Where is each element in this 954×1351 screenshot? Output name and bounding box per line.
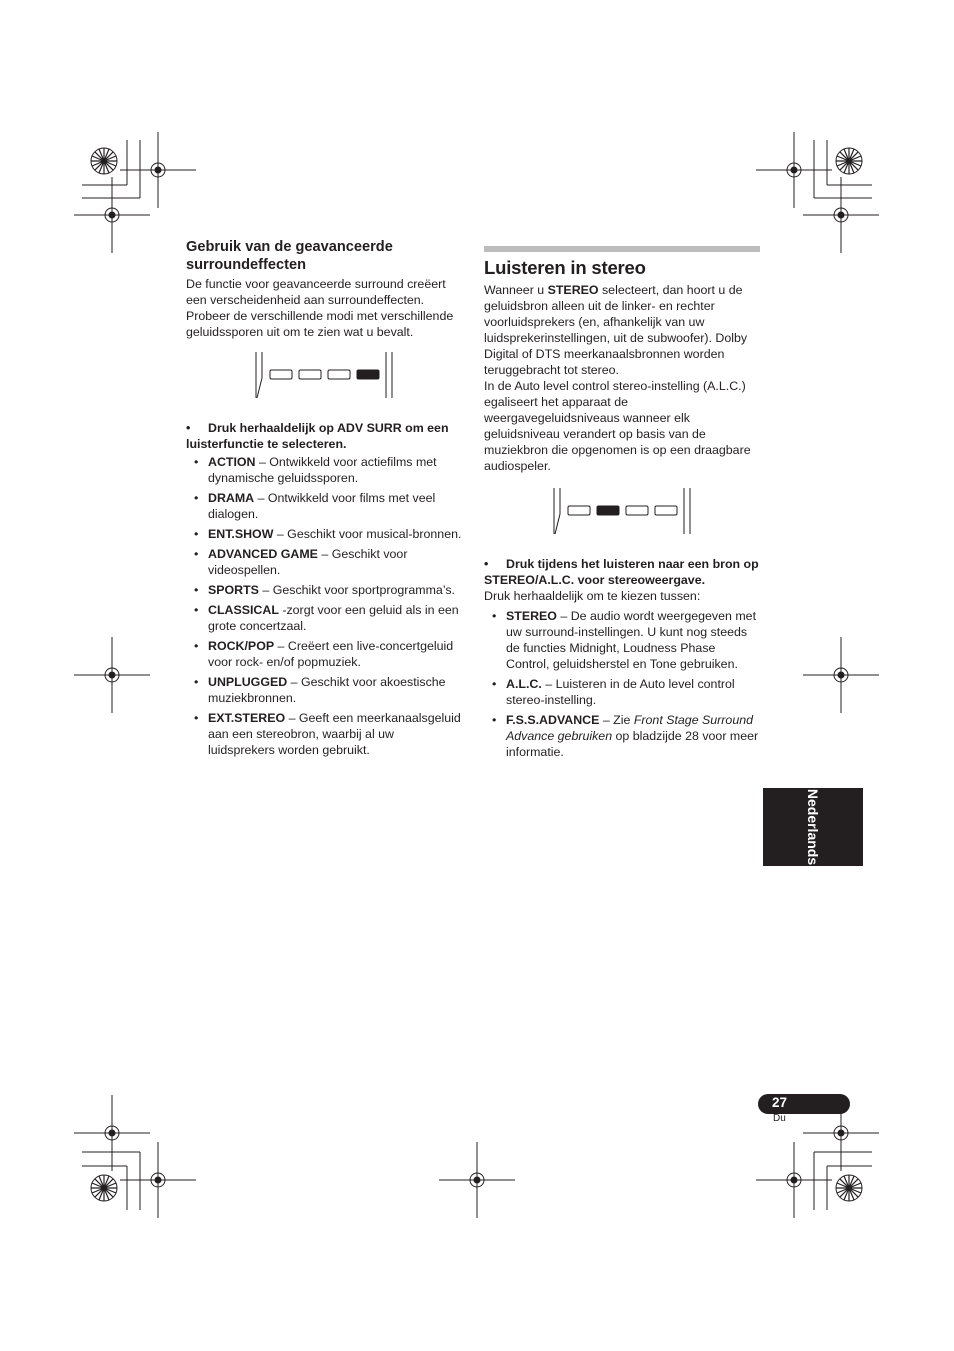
page-number-badge	[758, 1094, 850, 1114]
list-item: • UNPLUGGED – Geschikt voor akoestische muziekbronnen.	[208, 674, 462, 706]
panel-button	[299, 370, 321, 379]
panel-button	[655, 506, 677, 515]
instruction: • Druk tijdens het luisteren naar een bron op STEREO/A.L.C. voor stereoweergave.	[484, 557, 759, 587]
list-item: • SPORTS – Geschikt voor sportprogramma’s.	[208, 582, 462, 598]
sub-instruction: Druk herhaaldelijk om te kiezen tussen:	[484, 589, 701, 603]
list-item: • EXT.STEREO – Geeft een meerkanaalsgeluid aan een stereobron, waarbij al uw luidsprekers worden gebruikt.	[208, 710, 462, 758]
panel-buttons-diagram	[254, 350, 394, 402]
list-item: • ACTION – Ontwikkeld voor actiefilms met dynamische geluidssporen.	[208, 454, 462, 486]
section-rule	[484, 246, 760, 252]
list-item: • STEREO – De audio wordt weergegeven met uw surround-instellingen. U kunt nog steeds de functies Midnight, Loudness Phase Control, geluidsherstel en Tone gebruiken.	[506, 608, 760, 672]
list-item: • ROCK/POP – Creëert een live-concertgeluid voor rock- en/of popmuziek.	[208, 638, 462, 670]
language-tab-label: Nederlands	[805, 788, 821, 866]
list-item: • A.L.C. – Luisteren in de Auto level control stereo-instelling.	[506, 676, 760, 708]
intro-paragraph: De functie voor geavanceerde surround creëert een verscheidenheid aan surroundeffecten. Probeer de verschillende modi met verschillende geluidssporen uit om te zien wat u bevalt.	[186, 277, 454, 339]
list-item: • CLASSICAL -zorgt voor een geluid als in een grote concertzaal.	[208, 602, 462, 634]
front-panel-illustration	[254, 350, 394, 402]
alc-paragraph: In de Auto level control stereo-instelling (A.L.C.) egaliseert het apparaat de weergavegeluidsniveaus wanneer elk geluidsniveau verandert op basis van de muziekbron die opgenomen is op een draagbare audiospeler.	[484, 379, 751, 473]
page-number: 27	[772, 1095, 788, 1110]
stereo-paragraph: Wanneer u STEREO selecteert, dan hoort u de geluidsbron alleen uit de linker- en rechter voorluidsprekers (en, afhankelijk van uw luidsprekerinstellingen, uit de subwoofer). Dolby Digital of DTS meerkanaalsbronnen worden teruggebracht tot stereo.	[484, 283, 748, 377]
panel-button	[270, 370, 292, 379]
list-item: • ENT.SHOW – Geschikt voor musical-bronnen.	[208, 526, 462, 542]
stereo-mode-list	[484, 608, 760, 760]
instruction: • Druk herhaaldelijk op ADV SURR om een luisterfunctie te selecteren.	[186, 421, 449, 451]
section-heading: Gebruik van de geavanceerde surroundeffecten	[186, 239, 393, 273]
panel-button	[568, 506, 590, 515]
list-item: • DRAMA – Ontwikkeld voor films met veel dialogen.	[208, 490, 462, 522]
right-column	[484, 246, 760, 764]
front-panel-illustration-stereo	[552, 486, 692, 538]
panel-button	[357, 370, 379, 379]
left-column	[186, 238, 462, 762]
panel-buttons-diagram	[552, 486, 692, 538]
page-language-code: Du	[773, 1113, 786, 1124]
panel-button	[597, 506, 619, 515]
panel-button	[626, 506, 648, 515]
list-item: • ADVANCED GAME – Geschikt voor videospellen.	[208, 546, 462, 578]
mode-list	[186, 454, 462, 758]
list-item: • F.S.S.ADVANCE – Zie Front Stage Surround Advance gebruiken op bladzijde 28 voor meer informatie.	[506, 712, 760, 760]
panel-button	[328, 370, 350, 379]
section-title: Luisteren in stereo	[484, 257, 646, 278]
language-tab	[763, 788, 863, 866]
